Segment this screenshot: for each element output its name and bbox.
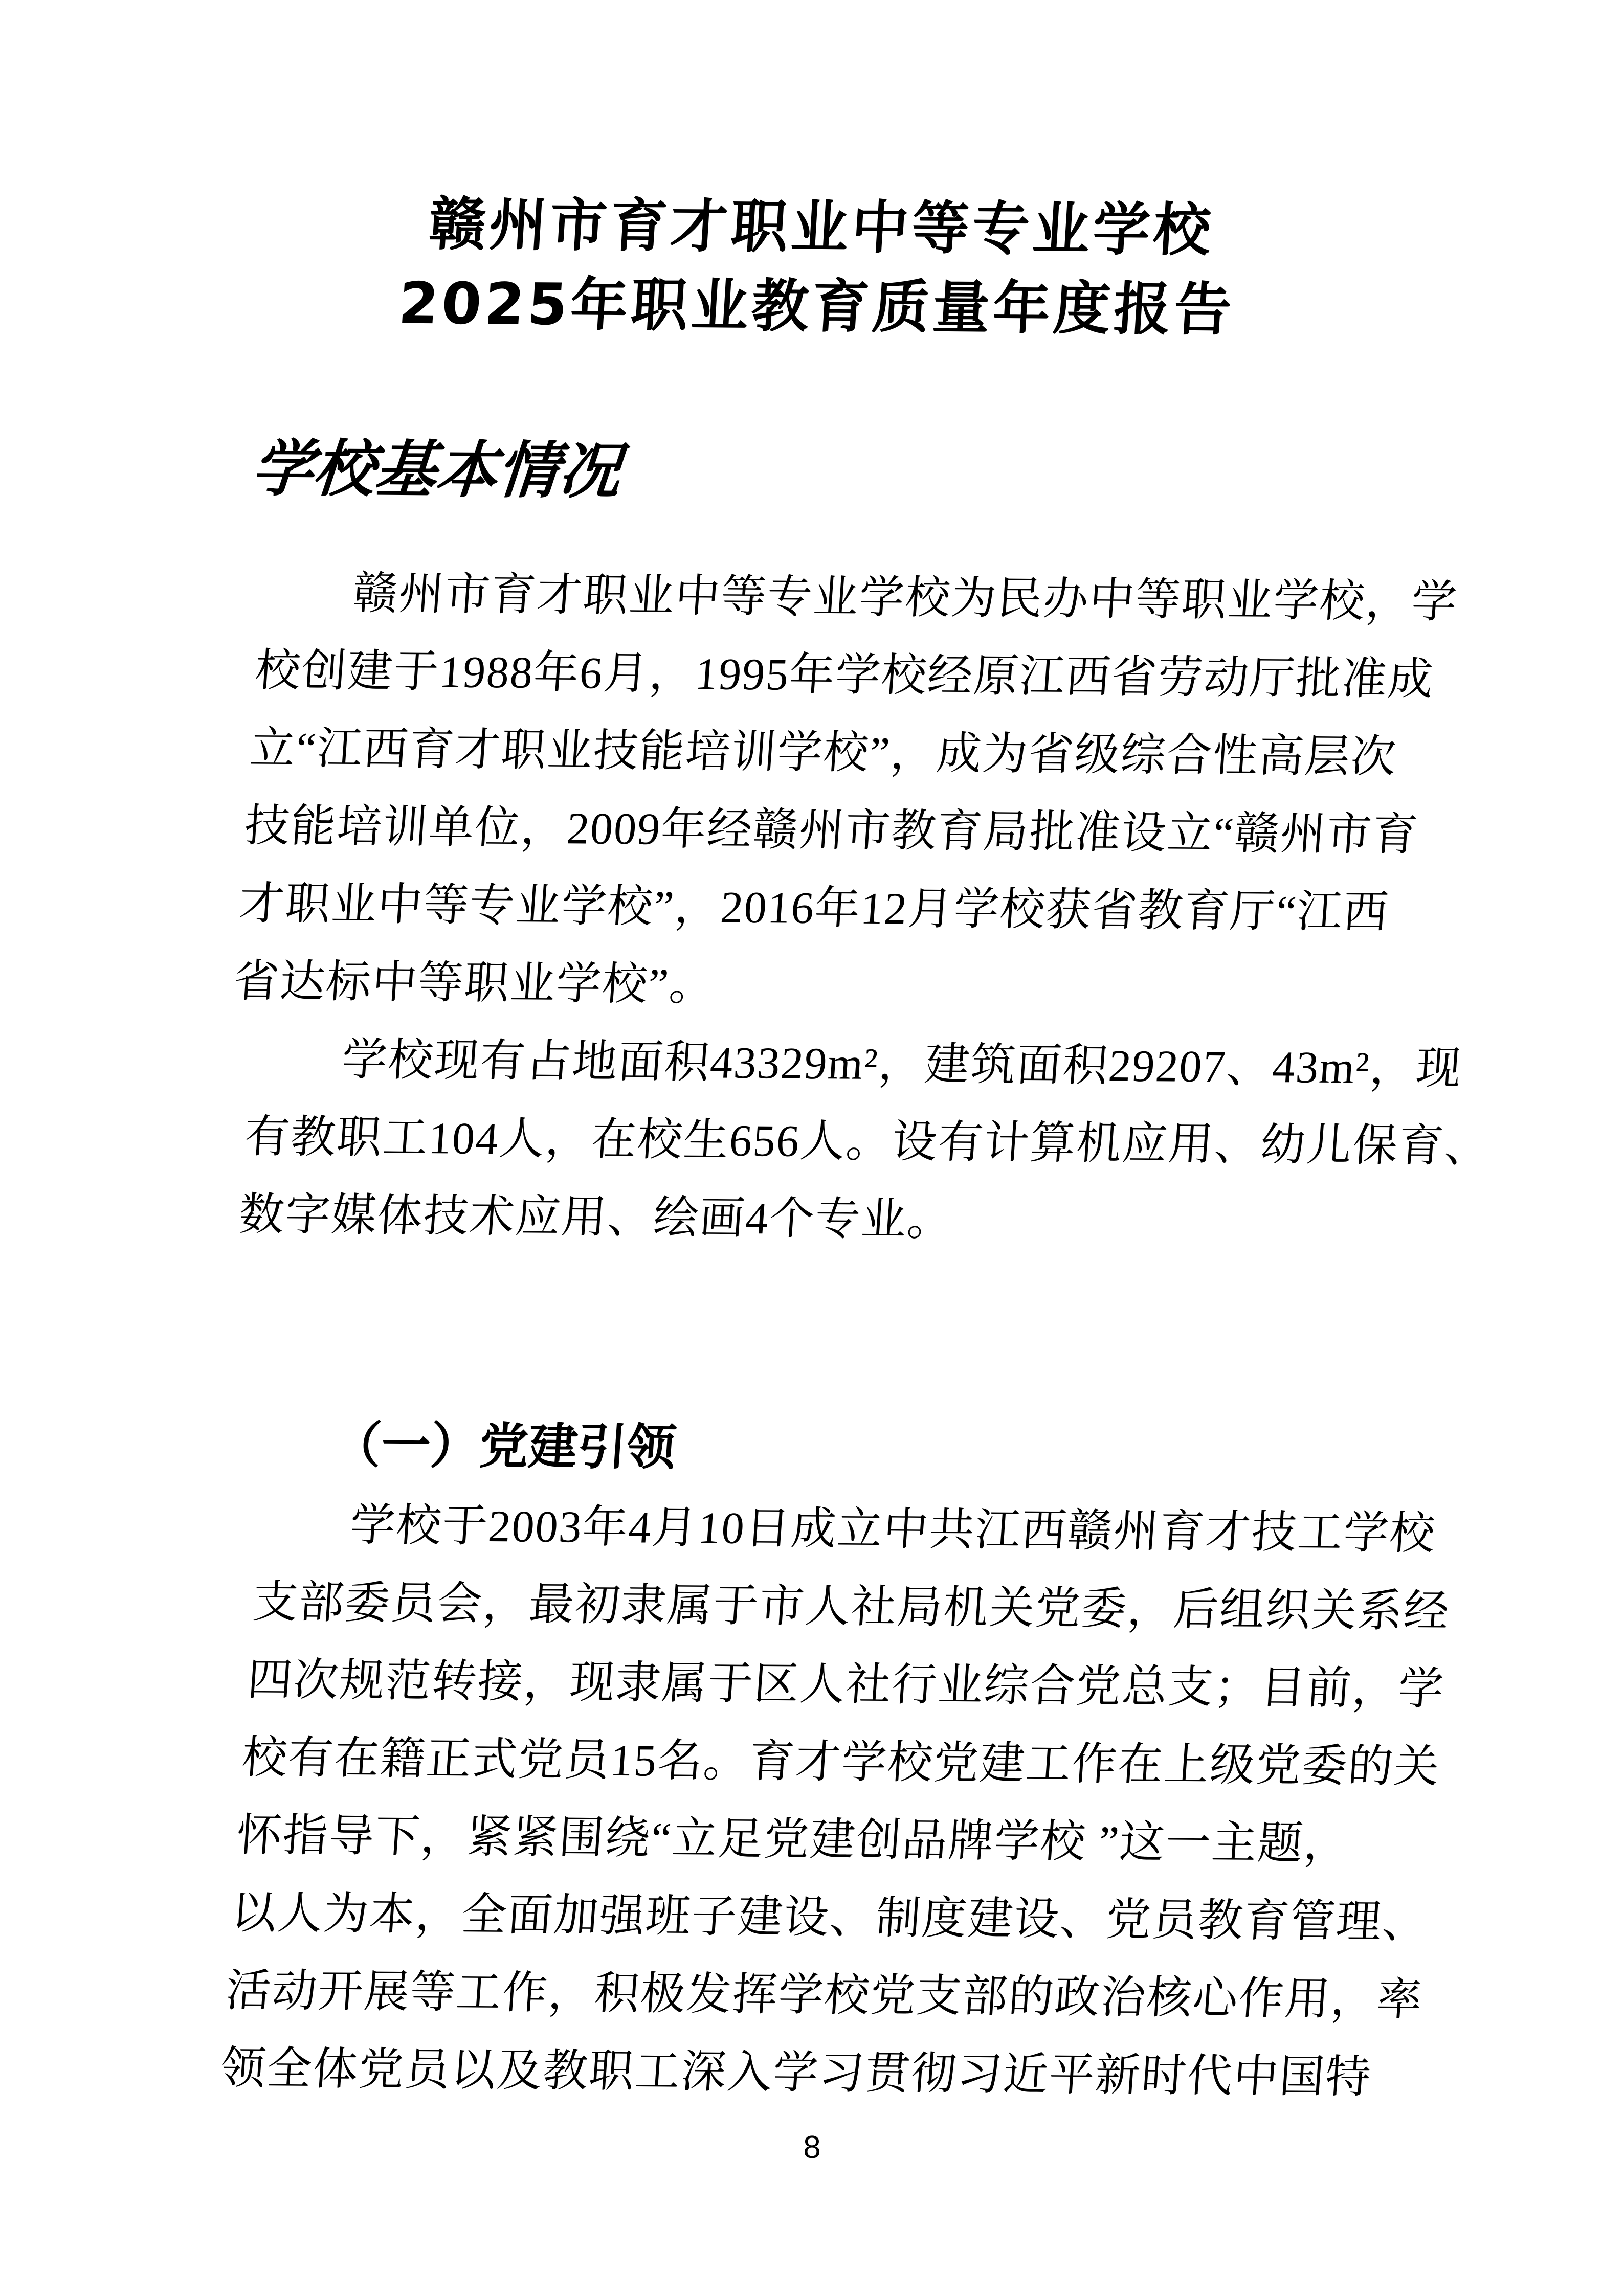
paragraph-school-history: 赣州市育才职业中等专业学校为民办中等职业学校，学 校创建于1988年6月，1995年学校经原江西省劳动厅批准成 立“江西育才职业技能培训学校”，成为省级综合性高层次 技能培训单位，2009年经赣州市教育局批准设立“赣州市育 才职业中等专业学校”，2016年12月学校获省教育厅“江西 省达标中等职业学校”。 [232,568,1460,1010]
paragraph-party-building: 学校于2003年4月10日成立中共江西赣州育才技工学校 支部委员会，最初隶属于市人社局机关党委，后组织关系经 四次规范转接，现隶属于区人社行业综合党总支；目前，学 校有在籍正式党员15名。育才学校党建工作在上级党委的关 怀指导下，紧紧围绕“立足党建创品牌学校 ”这一主题， 以人为本，全面加强班子建设、制度建设、党员教育管理、 活动开展等工作，积极发挥学校党支部的政治核心作用，率 领全体党员以及教职工深入学习贯彻习近平新时代中国特 [218,1500,1452,2103]
paragraph-campus-stats: 学校现有占地面积43329m²，建筑面积29207、43m²，现 有教职工104人，在校生656人。设有计算机应用、幼儿保育、 数字媒体技术应用、绘画4个专业。 [237,1034,1493,1246]
page-number: 8 [803,2130,821,2165]
section-heading: 学校基本情况 [249,432,623,507]
subsection-heading-party-building: （一）党建引领 [330,1417,678,1475]
document-title: 赣州市育才职业中等专业学校 2025年职业教育质量年度报告 [396,191,1237,344]
